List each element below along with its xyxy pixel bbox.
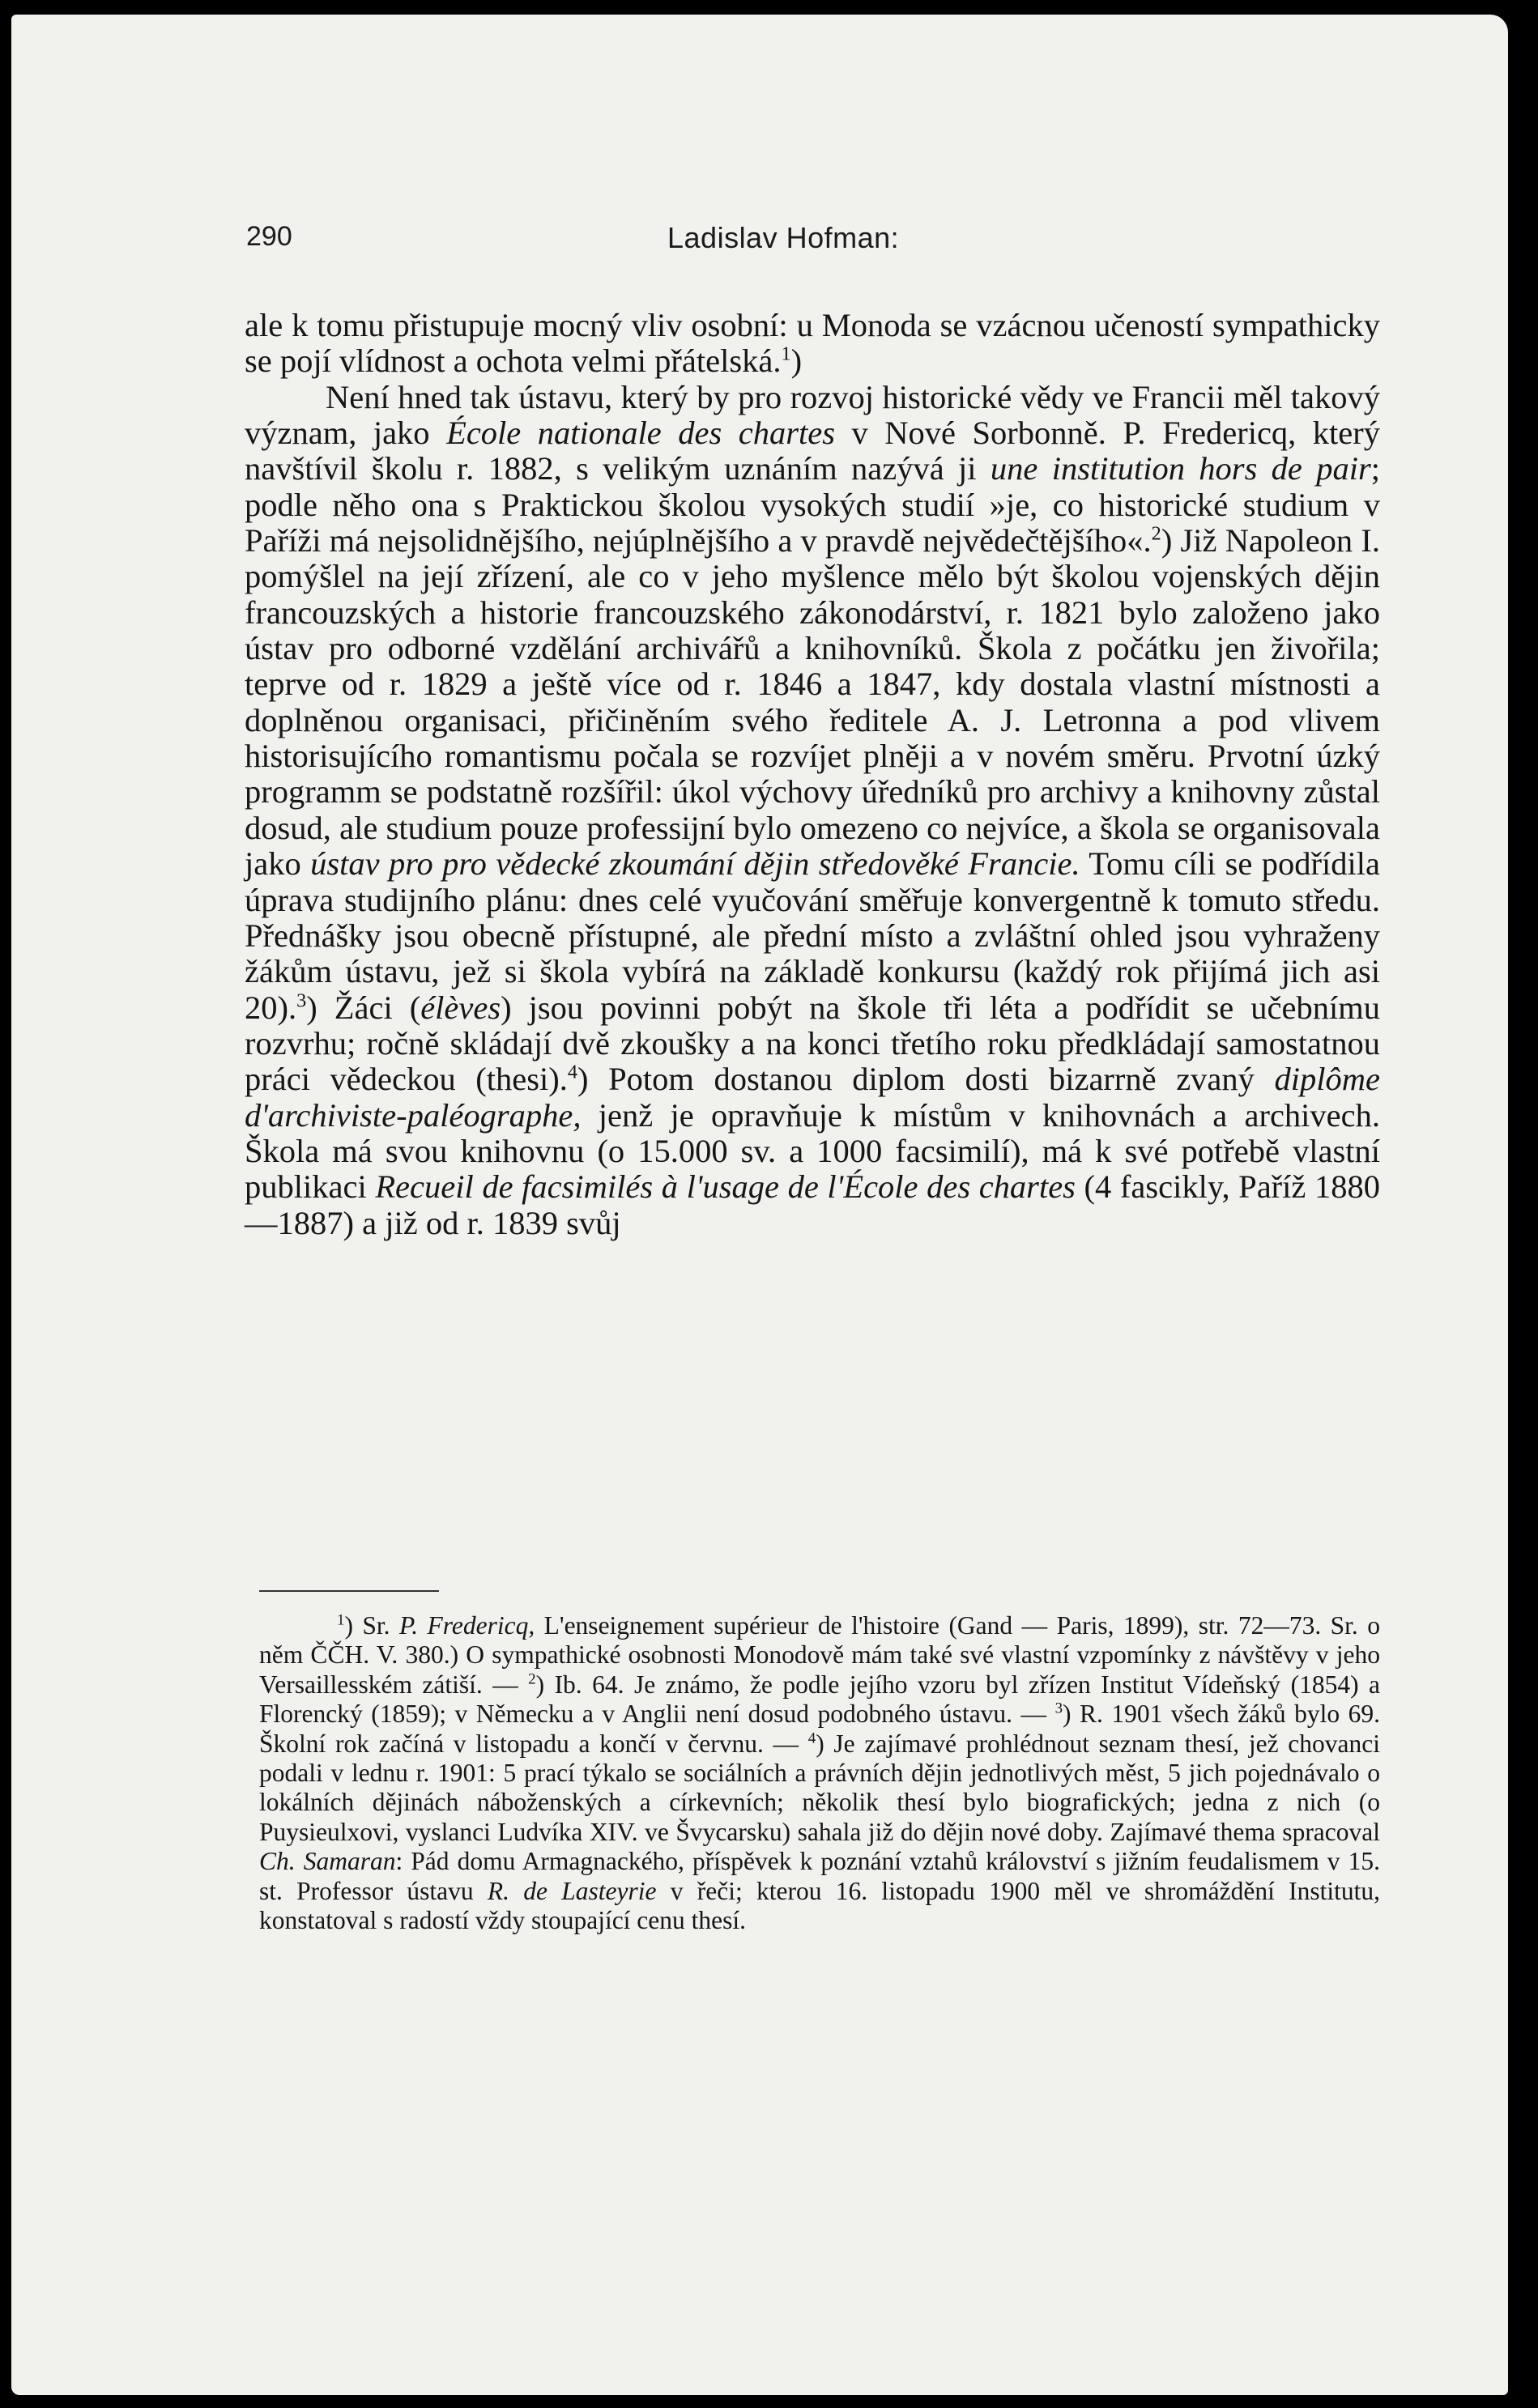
footnote-ref: 3 <box>296 989 307 1011</box>
footnote-text: : Pád domu Armagnackého, příspěvek k poznání vztahů království s jižním feudalismem v 15. st. Professor ústavu <box>259 1847 1380 1905</box>
running-head: Ladislav Hofman: <box>667 221 900 254</box>
italic-term: Recueil de facsimilés à l'usage de l'École des chartes <box>375 1168 1076 1206</box>
footnote-number: 1 <box>337 1611 345 1629</box>
italic-author: R. de Lasteyrie <box>487 1876 657 1905</box>
footnote-number: 2 <box>528 1670 536 1688</box>
italic-term: École nationale des chartes <box>446 415 835 452</box>
text-segment: Tomu cíli se podřídila úprava studijního plánu: dnes celé vyučování směřuje konvergentně k tomuto středu. Přednášky jsou obecně přístupné, ale přední místo a zvláštní ohled jsou vyhraženy žákům ústavu, jež si škola vybírá na základě konkursu (každý rok přijímá jich asi 20). <box>245 845 1381 1026</box>
text-segment: ) jsou povinni pobýt na škole tři léta a podřídit se učebnímu rozvrhu; ročně skládají dvě zkoušky a na konci třetího roku předkládají samostatnou práci vědeckou (thesi). <box>245 989 1380 1098</box>
italic-term: diplôme d'archiviste-paléographe, <box>245 1061 1380 1134</box>
text-segment: ) Potom dostanou diplom dosti bizarrně zvaný <box>577 1061 1275 1098</box>
footnote-divider <box>259 1590 439 1592</box>
italic-term: ústav pro pro vědecké zkoumání dějin středověké Francie. <box>310 845 1080 883</box>
footnotes <box>259 1611 1380 1935</box>
footnote-text: v řeči; kterou 16. listopadu 1900 měl ve shromáždění Institutu, konstatoval s radostí vždy stoupající cenu thesí. <box>259 1876 1380 1935</box>
paragraph-1 <box>245 308 1380 380</box>
text-segment: v Nové Sorbonně. P. Fredericq, který navštívil školu r. 1882, s velikým uznáním nazývá ji <box>245 415 1381 487</box>
footnote-ref: 4 <box>567 1061 578 1083</box>
page-number: 290 <box>246 221 292 252</box>
body-text <box>245 308 1380 1241</box>
footnote-text: ) Ib. 64. Je známo, že podle jejího vzoru byl zřízen Institut Vídeňský (1854) a Florencký (1859); v Německu a v Anglii není dosud podobného ústavu. — <box>259 1670 1380 1729</box>
text-segment: ) Žáci ( <box>306 989 421 1026</box>
footnote-text: ) Je zajímavé prohlédnout seznam thesí, jež chovanci podali v lednu r. 1901: 5 prací týkalo se sociálních a právních dějin jednotlivých měst, 5 jich pojednávalo o lokálních dějinách náboženských a církevních; několik thesí bylo biografických; jedna z nich (o Puysieulxovi, vyslanci Ludvíka XIV. ve Švycarsku) sahala již do dějin nové doby. Zajímavé thema spracoval <box>259 1729 1380 1846</box>
text-segment: ) Již Napoleon I. pomýšlel na její zřízení, ale co v jeho myšlence mělo být školou vojenských dějin francouzských a historie francouzského zákonodárství, r. 1821 bylo založeno jako ústav pro odborné vzdělání archivářů a knihovníků. Škola z počátku jen živořila; teprve od r. 1829 a ještě více od r. 1846 a 1847, kdy dostala vlastní místnosti a doplněnou organisaci, přičiněním svého ředitele A. J. Letronna a pod vlivem historisujícího romantismu počala se rozvíjet plněji a v novém směru. Prvotní úzký programm se podstatně rozšířil: úkol výchovy úředníků pro archivy a knihovny zůstal dosud, ale studium pouze professijní bylo omezeno co nejvíce, a škola se organisovala jako <box>245 522 1380 883</box>
paragraph-2 <box>245 380 1380 1241</box>
text-segment: (4 fascikly, Paříž 1880—1887) a již od r. 1839 svůj <box>245 1168 1380 1241</box>
italic-term: élèves <box>420 989 501 1026</box>
text-segment: jenž je opravňuje k místům v knihovnách a archivech. Škola má svou knihovnu (o 15.000 sv. a 1000 facsimilí), má k své potřebě vlastní publikaci <box>245 1096 1380 1206</box>
footnote-ref: 2 <box>1151 522 1161 545</box>
footnote-text: ) R. 1901 všech žáků bylo 69. Školní rok začíná v listopadu a končí v červnu. — <box>259 1700 1381 1758</box>
footnote-number: 3 <box>1054 1700 1063 1717</box>
footnote-text: L'enseignement supérieur de l'histoire (Gand — Paris, 1899), str. 72—73. Sr. o něm ČČH. V. 380.) O sympathické osobnosti Monodově mám také své vlastní vzpomínky z návštěvy v jeho Versaillesském zátiší. — <box>259 1611 1381 1699</box>
italic-author: P. Fredericq, <box>399 1611 535 1640</box>
footnote-block <box>259 1611 1380 1935</box>
footnote-text: ) Sr. <box>344 1611 400 1640</box>
page-header <box>246 221 1368 270</box>
footnote-ref: 1 <box>781 342 791 365</box>
text-segment: ) <box>790 342 803 380</box>
text-segment: ; podle něho ona s Praktickou školou vysokých studií »je, co historické studium v Paříži má nejsolidnějšího, nejúplnějšího a v pravdě nejvědečtějšího«. <box>245 450 1380 559</box>
footnote-number: 4 <box>807 1729 816 1747</box>
italic-author: Ch. Samaran <box>259 1847 396 1876</box>
book-page <box>11 15 1508 2395</box>
italic-term: une institution hors de pair <box>990 450 1371 487</box>
text-segment: ale k tomu přistupuje mocný vliv osobní: u Monoda se vzácnou učeností sympathicky se pojí vlídnost a ochota velmi přátelská. <box>245 307 1380 380</box>
text-segment: Není hned tak ústavu, který by pro rozvoj historické vědy ve Francii měl takový význam, jako <box>245 378 1380 452</box>
